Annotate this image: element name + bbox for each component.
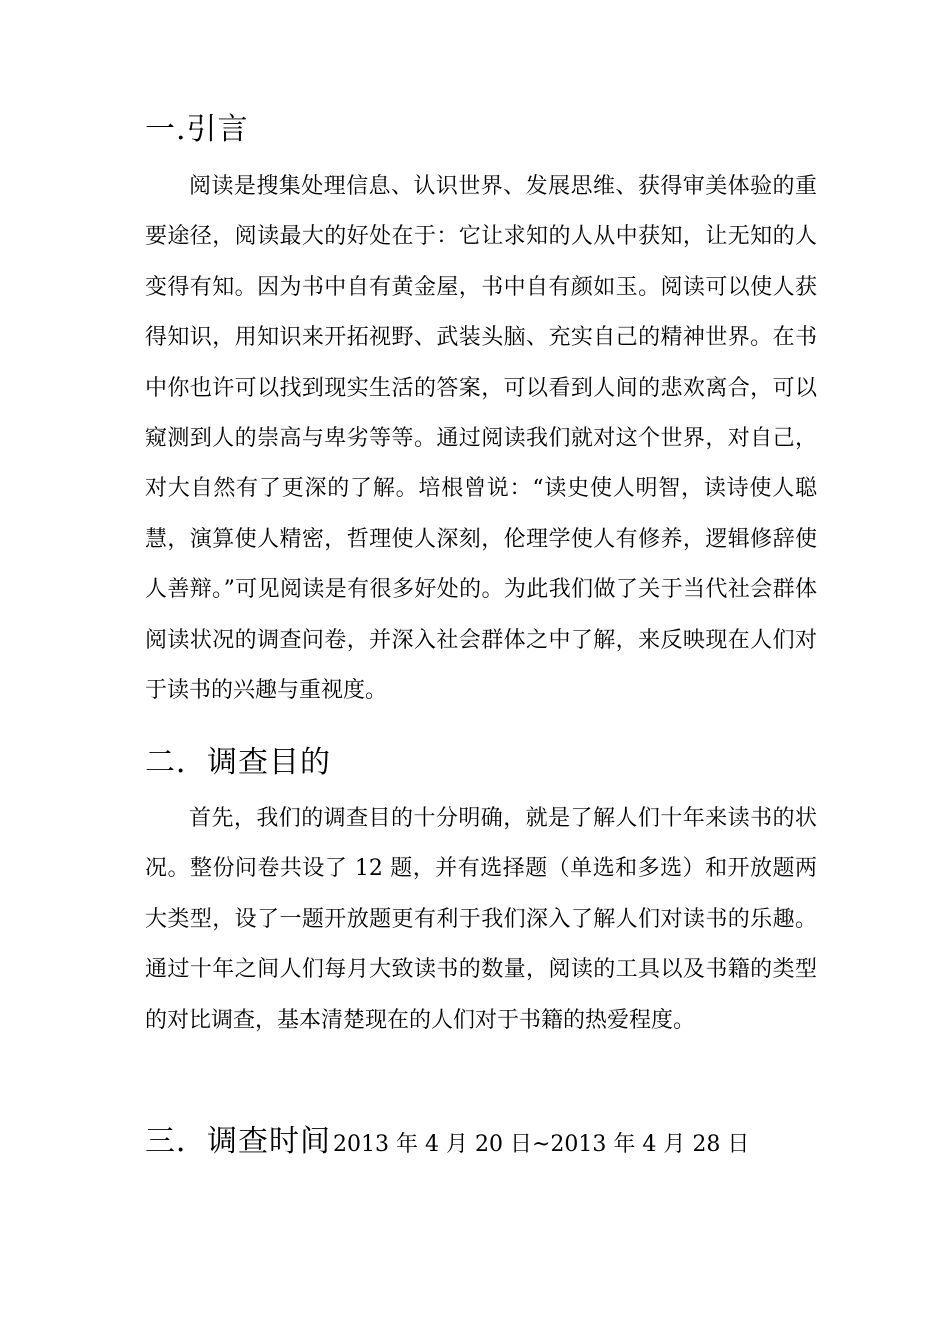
- section-heading-introduction: 一.引言: [145, 112, 249, 147]
- section-heading-survey-time: [145, 1122, 749, 1165]
- introduction-paragraph: 阅读是搜集处理信息、认识世界、发展思维、获得审美体验的重要途径，阅读最大的好处在于：它让求知的人从中获知，让无知的人变得有知。因为书中自有黄金屋，书中自有颜如玉。阅读可以使人获得知识，用知识来开拓视野、武装头脑、充实自己的精神世界。在书中你也许可以找到现实生活的答案，可以看到人间的悲欢离合，可以窥测到人的崇高与卑劣等等。通过阅读我们就对这个世界，对自己，对大自然有了更深的了解。培根曾说：“读史使人明智，读诗使人聪慧，演算使人精密，哲理使人深刻，伦理学使人有修养，逻辑修辞使人善辩。”可见阅读是有很多好处的。为此我们做了关于当代社会群体阅读状况的调查问卷，并深入社会群体之中了解，来反映现在人们对于读书的兴趣与重视度。: [145, 174, 817, 704]
- section-heading-purpose: 二．调查目的: [145, 745, 331, 780]
- survey-date-range: 2013 年 4 月 20 日~2013 年 4 月 28 日: [333, 1132, 750, 1157]
- purpose-paragraph: 首先，我们的调查目的十分明确，就是了解人们十年来读书的状况。整份问卷共设了 12 题，并有选择题（单选和多选）和开放题两大类型，设了一题开放题更有利于我们深入了解人们对读书的乐趣。通过十年之间人们每月大致读书的数量，阅读的工具以及书籍的类型的对比调查，基本清楚现在的人们对于书籍的热爱程度。: [145, 806, 817, 1033]
- survey-time-label: 三．调查时间: [145, 1124, 331, 1159]
